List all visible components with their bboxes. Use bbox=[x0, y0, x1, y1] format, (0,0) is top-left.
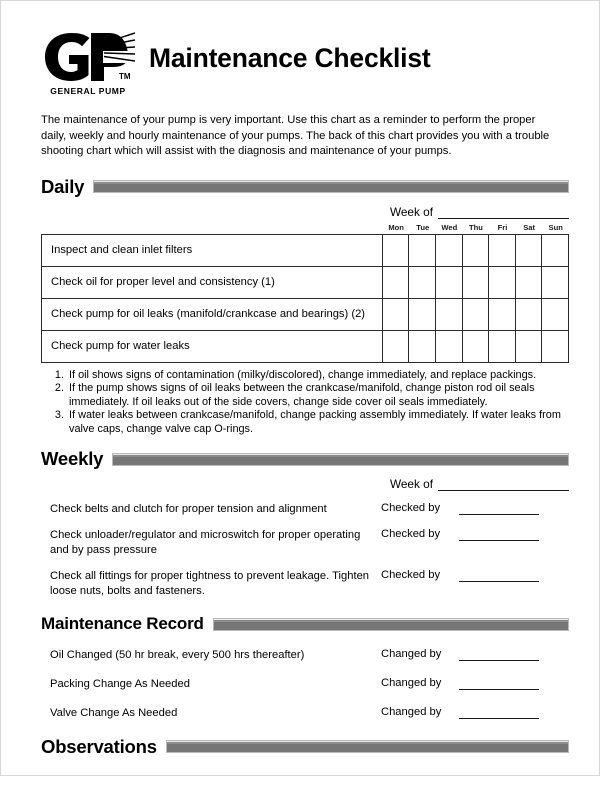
daily-check-cell-sun[interactable] bbox=[542, 298, 569, 330]
daily-check-cell-tue[interactable] bbox=[409, 234, 436, 266]
weekly-checked-by-field[interactable] bbox=[459, 528, 539, 541]
daily-check-cell-mon[interactable] bbox=[382, 330, 409, 362]
daily-check-cell-sat[interactable] bbox=[515, 330, 542, 362]
weekly-checked-by-label: Checked by bbox=[381, 568, 441, 581]
list-item bbox=[41, 502, 569, 517]
daily-week-of bbox=[41, 205, 569, 219]
footnote-text: If oil shows signs of contamination (milky/discolored), change immediately, and replace packings. bbox=[69, 368, 537, 381]
daily-check-cell-wed[interactable] bbox=[436, 298, 463, 330]
daily-check-cell-thu[interactable] bbox=[462, 234, 489, 266]
daily-check-cell-thu[interactable] bbox=[462, 330, 489, 362]
record-task-label: Oil Changed (50 hr break, every 500 hrs thereafter) bbox=[50, 649, 305, 662]
intro-paragraph: The maintenance of your pump is very important. Use this chart as a reminder to perform the proper daily, weekly and hourly maintenance of your pumps. The back of this chart provides you with a trouble shooting chart which will assist with the diagnosis and maintenance of your pumps. bbox=[41, 114, 550, 157]
daily-week-of-field[interactable] bbox=[438, 207, 569, 219]
daily-task-label: Check pump for oil leaks (manifold/crankcase and bearings) (2) bbox=[42, 298, 383, 330]
daily-heading: Daily bbox=[41, 175, 85, 197]
weekly-week-of bbox=[41, 477, 569, 491]
daily-check-cell-tue[interactable] bbox=[409, 330, 436, 362]
observations-header bbox=[41, 736, 569, 758]
footnote-number: 1. bbox=[54, 368, 64, 381]
weekly-week-of-field[interactable] bbox=[438, 479, 569, 491]
weekly-task-label: Check unloader/regulator and microswitch for proper operating and by pass pressure bbox=[50, 529, 361, 557]
daily-check-cell-mon[interactable] bbox=[382, 298, 409, 330]
weekly-checked-by-field[interactable] bbox=[459, 569, 539, 582]
daily-footnotes bbox=[41, 369, 569, 437]
daily-check-cell-mon[interactable] bbox=[382, 234, 409, 266]
observations-section bbox=[41, 736, 569, 798]
maintenance-record-divider-bar bbox=[213, 618, 569, 631]
list-item bbox=[41, 706, 569, 721]
weekly-task-label: Check all fittings for proper tightness to prevent leakage. Tighten loose nuts, bolts and fasteners. bbox=[50, 569, 370, 597]
list-item bbox=[41, 369, 569, 383]
table-row bbox=[42, 234, 569, 266]
record-changed-by-label: Changed by bbox=[381, 648, 442, 661]
table-row bbox=[42, 298, 569, 330]
daily-check-cell-fri[interactable] bbox=[489, 298, 516, 330]
list-item bbox=[41, 382, 569, 409]
observations-heading: Observations bbox=[41, 735, 157, 757]
daily-section-header bbox=[41, 176, 569, 198]
daily-check-cell-sat[interactable] bbox=[515, 298, 542, 330]
daily-check-cell-fri[interactable] bbox=[489, 234, 516, 266]
list-item bbox=[41, 648, 569, 663]
weekly-week-of-label: Week of bbox=[389, 477, 433, 492]
maintenance-record-heading: Maintenance Record bbox=[41, 614, 204, 634]
daily-check-cell-tue[interactable] bbox=[409, 266, 436, 298]
daily-week-of-label: Week of bbox=[389, 204, 433, 219]
maintenance-record-section bbox=[41, 614, 569, 720]
daily-check-cell-sun[interactable] bbox=[542, 234, 569, 266]
record-changed-by-field[interactable] bbox=[459, 648, 539, 661]
masthead bbox=[41, 29, 569, 107]
daily-checklist-table bbox=[41, 234, 569, 363]
record-changed-by-label: Changed by bbox=[381, 706, 442, 719]
list-item bbox=[41, 569, 569, 599]
svg-text:TM: TM bbox=[119, 72, 131, 81]
record-changed-by-field[interactable] bbox=[459, 677, 539, 690]
observations-divider-bar bbox=[166, 740, 569, 753]
day-header-fri: Fri bbox=[497, 222, 508, 232]
weekly-section-header bbox=[41, 448, 569, 470]
weekly-heading: Weekly bbox=[41, 448, 104, 470]
day-header-sun: Sun bbox=[548, 222, 563, 232]
brand-logo bbox=[41, 29, 135, 96]
page-title: Maintenance Checklist bbox=[149, 43, 431, 73]
general-pump-logo-icon bbox=[41, 31, 135, 83]
daily-check-cell-wed[interactable] bbox=[436, 330, 463, 362]
daily-task-label: Check pump for water leaks bbox=[42, 330, 383, 362]
weekly-task-label: Check belts and clutch for proper tension and alignment bbox=[50, 503, 327, 516]
daily-check-cell-thu[interactable] bbox=[462, 266, 489, 298]
observations-write-area[interactable] bbox=[41, 758, 569, 798]
record-changed-by-field[interactable] bbox=[459, 706, 539, 719]
daily-task-label: Inspect and clean inlet filters bbox=[42, 234, 383, 266]
daily-check-cell-fri[interactable] bbox=[489, 266, 516, 298]
daily-check-cell-mon[interactable] bbox=[382, 266, 409, 298]
daily-task-label: Check oil for proper level and consistency (1) bbox=[42, 266, 383, 298]
list-item bbox=[41, 409, 569, 436]
footnote-text: If water leaks between crankcase/manifold, change packing assembly immediately. If water leaks from valve caps, change valve cap O-rings. bbox=[69, 409, 561, 435]
footnote-number: 2. bbox=[54, 382, 64, 395]
daily-check-cell-sat[interactable] bbox=[515, 266, 542, 298]
day-header-tue: Tue bbox=[416, 222, 430, 232]
footnote-text: If the pump shows signs of oil leaks between the crankcase/manifold, change piston rod oil seals immediately. If oil leaks out of the side covers, change side cover oil seals immediately. bbox=[69, 382, 535, 408]
brand-wordmark: GENERAL PUMP bbox=[50, 86, 126, 96]
day-header-wed: Wed bbox=[441, 222, 458, 232]
list-item bbox=[41, 677, 569, 692]
weekly-checked-by-field[interactable] bbox=[459, 502, 539, 515]
table-row bbox=[42, 266, 569, 298]
weekly-checked-by-label: Checked by bbox=[381, 528, 441, 541]
footnote-number: 3. bbox=[54, 409, 64, 422]
daily-check-cell-sat[interactable] bbox=[515, 234, 542, 266]
weekly-divider-bar bbox=[112, 453, 569, 466]
table-row bbox=[42, 330, 569, 362]
record-changed-by-label: Changed by bbox=[381, 677, 442, 690]
weekly-checked-by-label: Checked by bbox=[381, 502, 441, 515]
day-header-mon: Mon bbox=[388, 222, 404, 232]
day-header-sat: Sat bbox=[523, 222, 536, 232]
daily-check-cell-wed[interactable] bbox=[436, 234, 463, 266]
daily-day-headers bbox=[41, 223, 569, 232]
page-content bbox=[41, 29, 569, 798]
maintenance-record-header bbox=[41, 614, 569, 634]
record-task-label: Packing Change As Needed bbox=[50, 678, 190, 691]
daily-check-cell-wed[interactable] bbox=[436, 266, 463, 298]
weekly-section bbox=[41, 448, 569, 598]
record-task-label: Valve Change As Needed bbox=[50, 707, 178, 720]
daily-check-cell-tue[interactable] bbox=[409, 298, 436, 330]
daily-check-cell-fri[interactable] bbox=[489, 330, 516, 362]
daily-divider-bar bbox=[93, 180, 569, 193]
day-header-thu: Thu bbox=[468, 222, 483, 232]
daily-check-cell-thu[interactable] bbox=[462, 298, 489, 330]
daily-check-cell-sun[interactable] bbox=[542, 330, 569, 362]
daily-check-cell-sun[interactable] bbox=[542, 266, 569, 298]
list-item bbox=[41, 528, 569, 558]
